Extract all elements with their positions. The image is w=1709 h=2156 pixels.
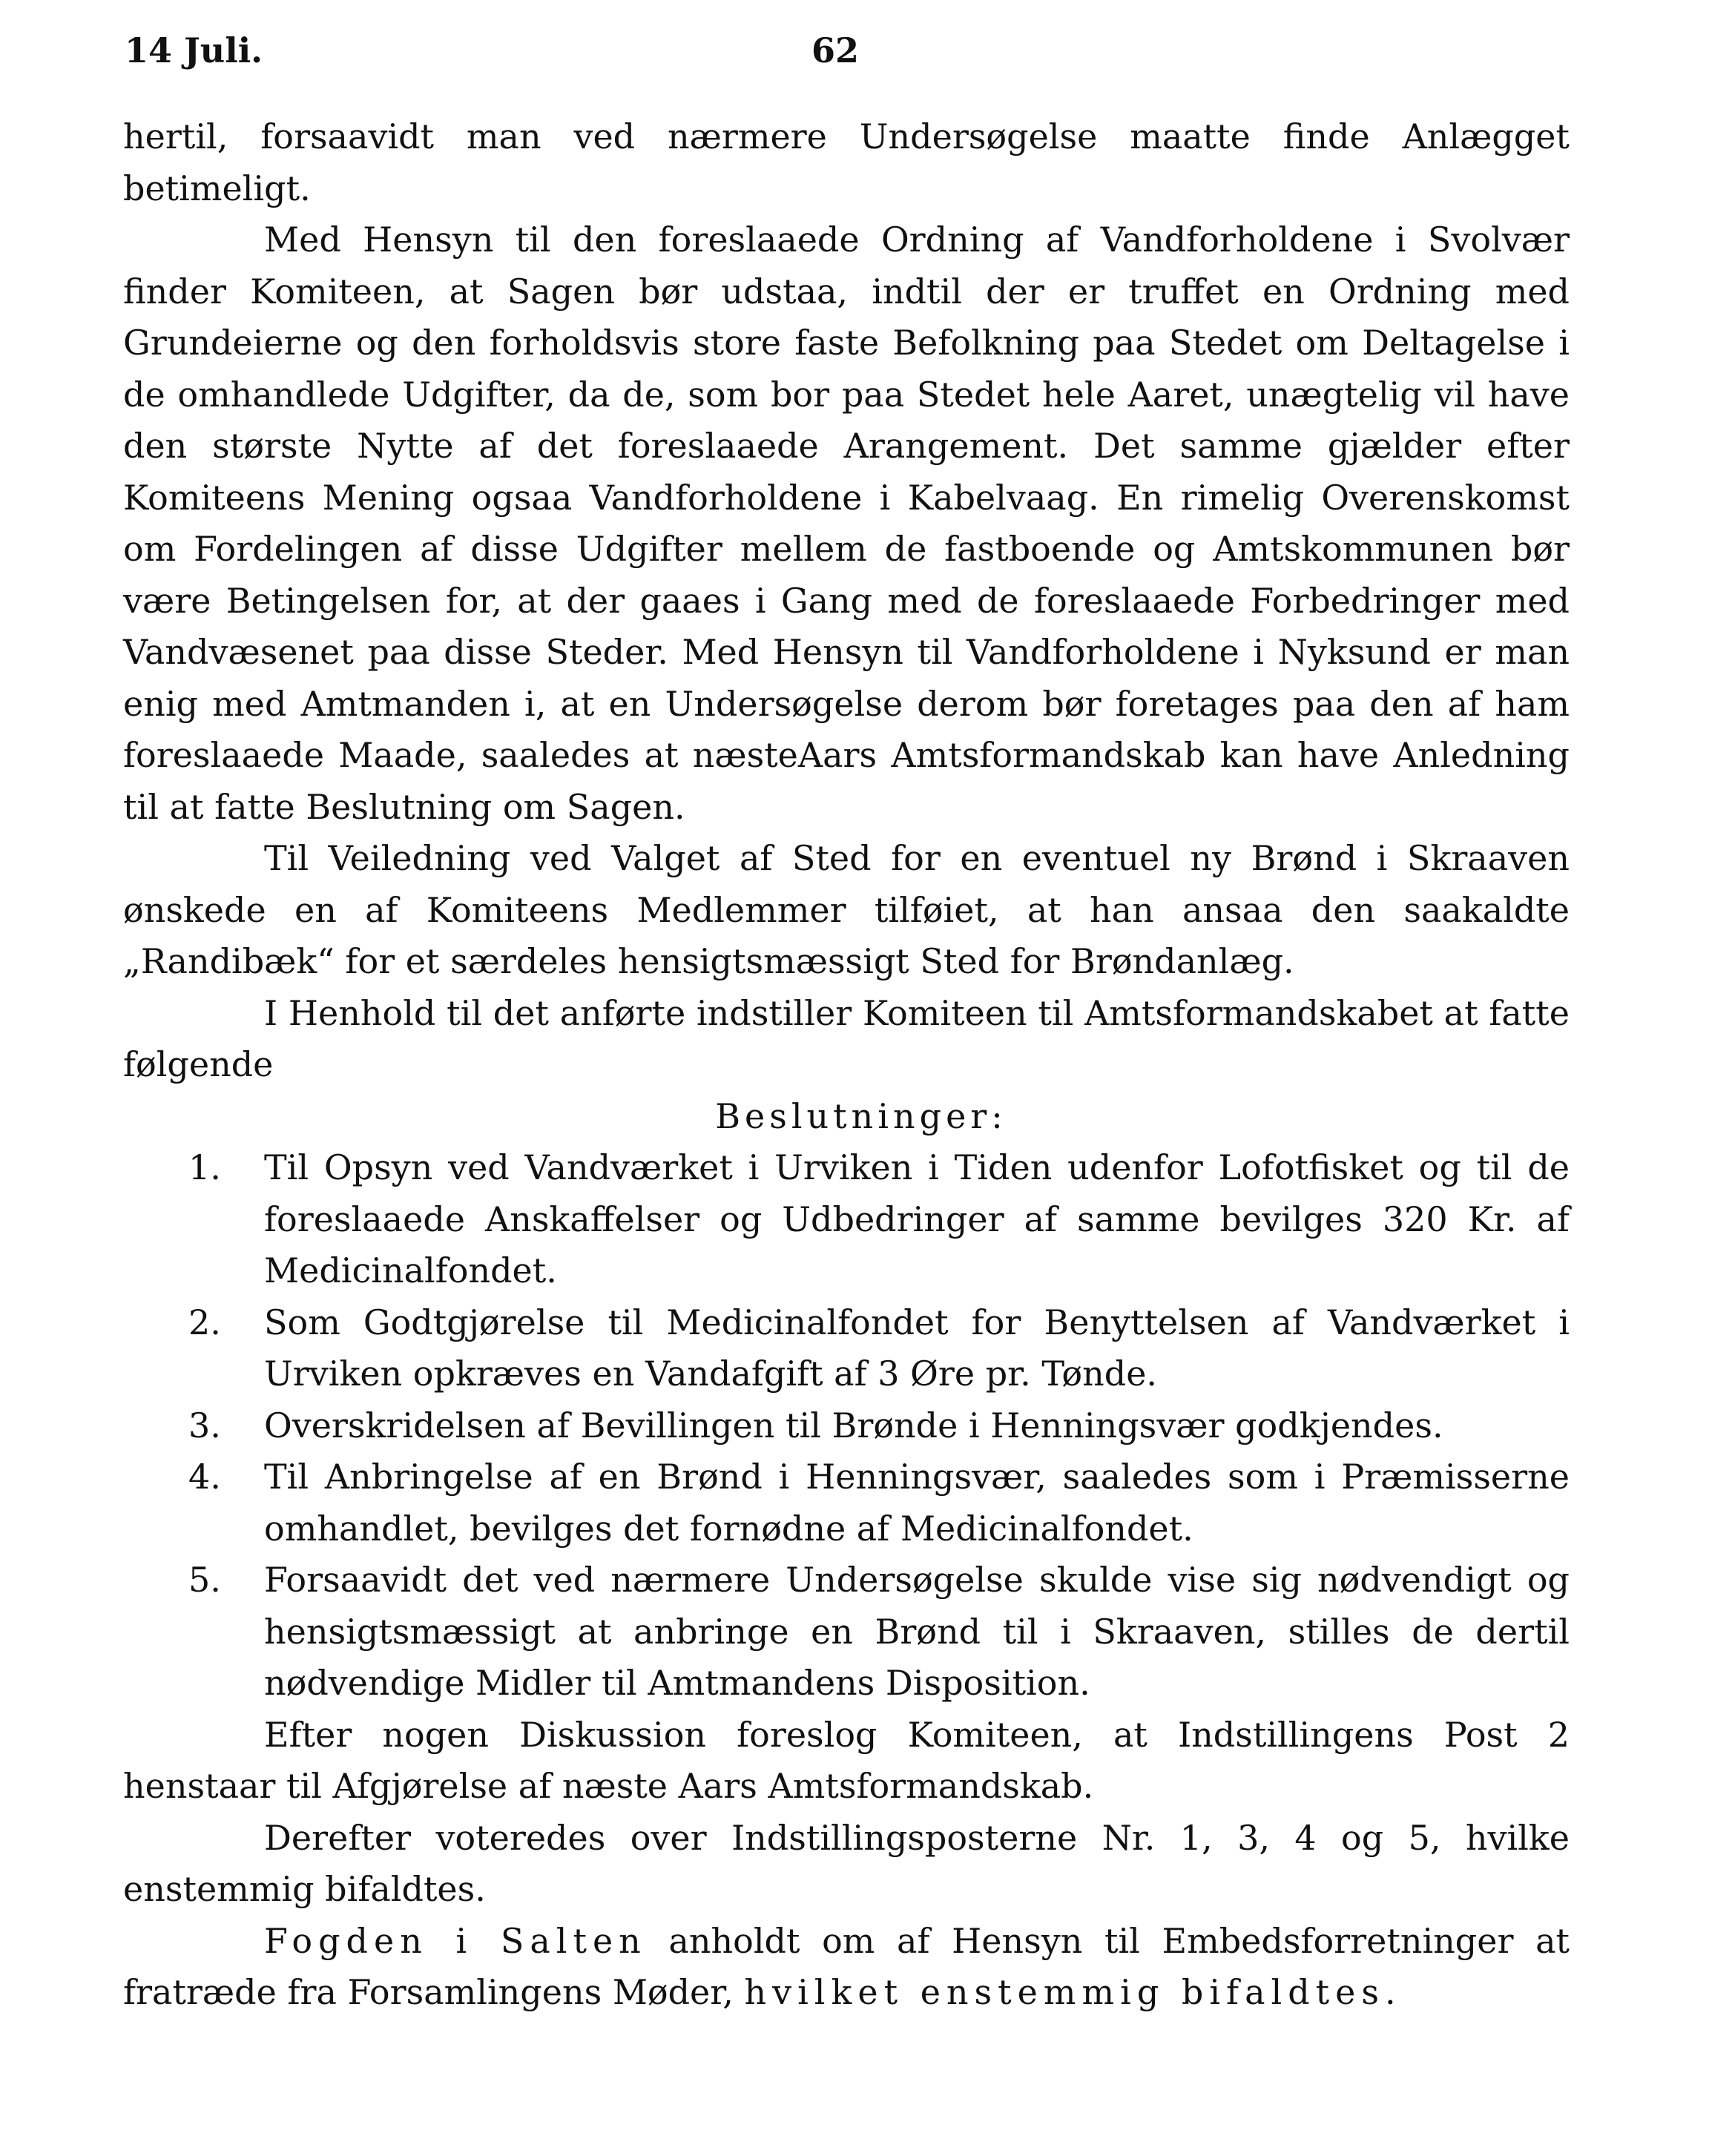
resolution-number: 4.	[188, 1457, 221, 1497]
resolutions-heading: Beslutninger:	[715, 1095, 1007, 1136]
resolution-item	[123, 1142, 1570, 1297]
resolutions-list	[123, 1142, 1570, 1710]
fogden-name: Fogden i Salten	[264, 1920, 647, 1961]
paragraph-vote: Derefter voteredes over Indstillingsposterne Nr. 1, 3, 4 og 5, hvilke enstemmig bifaldtes.	[123, 1817, 1570, 1909]
resolution-item	[123, 1555, 1570, 1710]
resolution-text: Forsaavidt det ved nærmere Undersøgelse skulde vise sig nødvendigt og hensigtsmæssigt at anbringe en Brønd til i Skraaven, stilles de dertil nødvendige Midler til Amtmandens Disposition.	[264, 1560, 1570, 1703]
resolution-text: Overskridelsen af Bevillingen til Brønde i Henningsvær godkjendes.	[264, 1405, 1443, 1445]
page-number: 62	[811, 30, 860, 70]
page-header	[125, 21, 1568, 80]
paragraph-water-svolvaer: Med Hensyn til den foreslaaede Ordning af Vandforholdene i Svolvær finder Komiteen, at Sagen bør udstaa, indtil der er truffet en Ordning med Grundeierne og den forholdsvis store faste Befolkning paa Stedet om Deltagelse i de omhandlede Udgifter, da de, som bor paa Stedet hele Aaret, unægtelig vil have den største Nytte af det foreslaaede Arangement. Det samme gjælder efter Komiteens Mening ogsaa Vandforholdene i Kabelvaag. En rimelig Overenskomst om Fordelingen af disse Udgifter mellem de fastboende og Amtskommunen bør være Betingelsen for, at der gaaes i Gang med de foreslaaede Forbedringer med Vandvæsenet paa disse Steder. Med Hensyn til Vandforholdene i Nyksund er man enig med Amtmanden i, at en Undersøgelse derom bør foretages paa den af ham foreslaaede Maade, saaledes at næsteAars Amtsformandskab kan have Anledning til at fatte Beslutning om Sagen.	[123, 220, 1570, 827]
resolution-number: 2.	[188, 1302, 221, 1342]
resolution-item	[123, 1297, 1570, 1400]
resolution-text: Til Opsyn ved Vandværket i Urviken i Tiden udenfor Lofotfisket og til de foreslaaede Anskaffelser og Udbedringer af samme bevilges 320 Kr. af Medicinalfondet.	[264, 1147, 1570, 1290]
resolution-text: Til Anbringelse af en Brønd i Henningsvær, saaledes som i Præmisserne omhandlet, bevilges det fornødne af Medicinalfondet.	[264, 1457, 1570, 1549]
resolution-number: 5.	[188, 1560, 221, 1600]
paragraph-fogden	[123, 1916, 1570, 2019]
resolution-number: 3.	[188, 1405, 221, 1445]
page-body	[123, 111, 1570, 2019]
paragraph-recommendation: I Henhold til det anførte indstiller Komiteen til Amtsformandskabet at fatte følgende	[123, 992, 1570, 1084]
fogden-approval: hvilket enstemmig bifaldtes.	[744, 1972, 1402, 2012]
resolution-item	[123, 1451, 1570, 1555]
fogden-request: anholdt om af Hensyn til Embedsforretninger at fratræde fra Forsamlingens Møder,	[123, 1920, 1570, 2012]
paragraph-well-skraaven: Til Veiledning ved Valget af Sted for en eventuel ny Brønd i Skraaven ønskede en af Komiteens Medlemmer tilføiet, at han ansaa den saakaldte „Randibæk“ for et særdeles hensigtsmæssigt Sted for Brøndanlæg.	[123, 838, 1570, 981]
resolution-number: 1.	[188, 1147, 221, 1187]
header-date: 14 Juli.	[125, 30, 263, 70]
paragraph-discussion: Efter nogen Diskussion foreslog Komiteen, at Indstillingens Post 2 henstaar til Afgjørelse af næste Aars Amtsformandskab.	[123, 1714, 1570, 1806]
resolution-text: Som Godtgjørelse til Medicinalfondet for Benyttelsen af Vandværket i Urviken opkræves en Vandafgift af 3 Øre pr. Tønde.	[264, 1302, 1570, 1394]
resolution-item	[123, 1400, 1570, 1452]
paragraph-continuation: hertil, forsaavidt man ved nærmere Undersøgelse maatte finde Anlægget betimeligt.	[123, 116, 1570, 208]
